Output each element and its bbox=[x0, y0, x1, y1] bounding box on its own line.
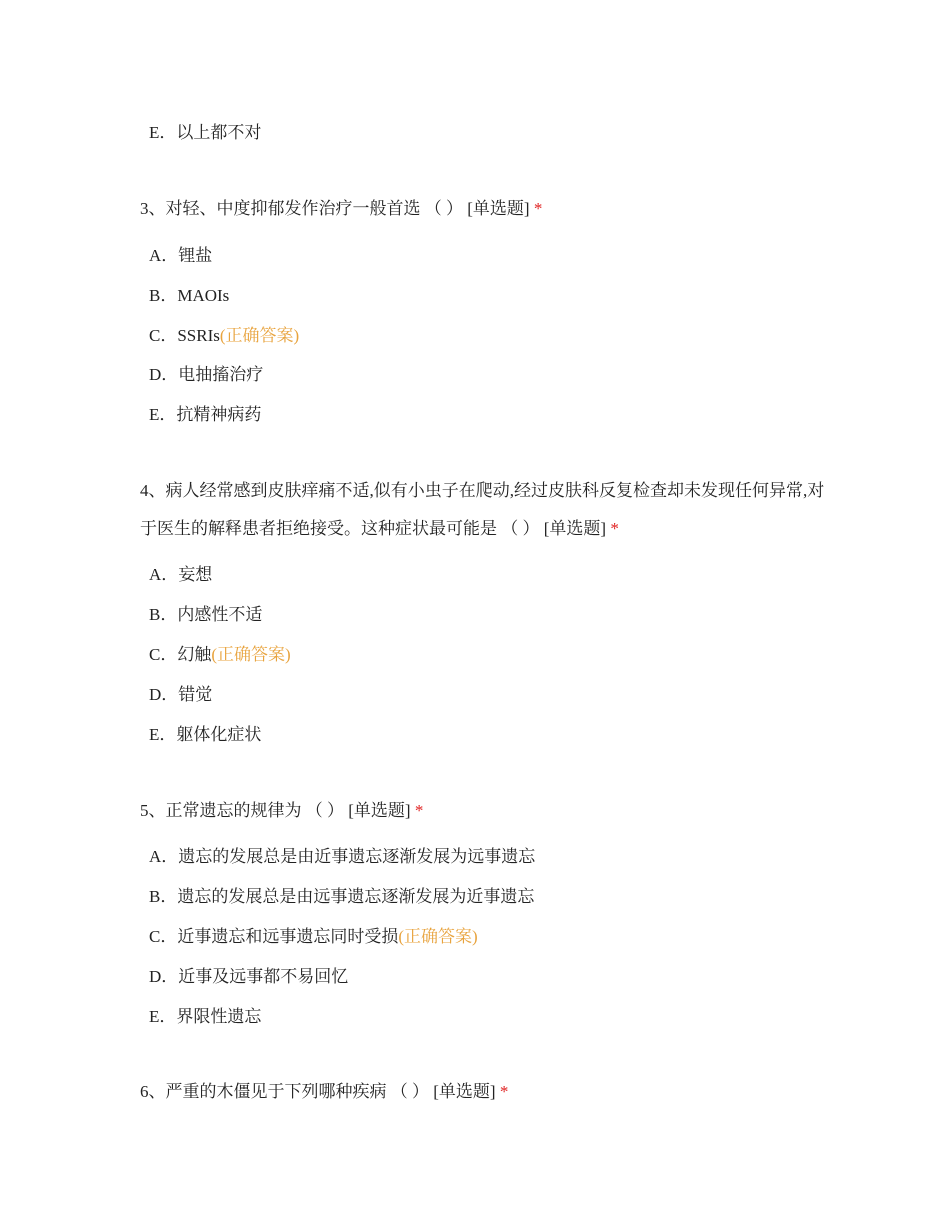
question-4-option-e bbox=[149, 724, 261, 746]
question-3-option-b bbox=[149, 285, 229, 307]
option-text: 界限性遗忘 bbox=[176, 1007, 262, 1026]
option-letter: D． bbox=[149, 967, 179, 986]
question-5-title bbox=[140, 792, 830, 830]
option-text: 以上都不对 bbox=[176, 123, 262, 142]
question-3-option-a bbox=[149, 245, 212, 267]
correct-answer-mark: (正确答案) bbox=[211, 645, 291, 664]
option-letter: A． bbox=[149, 565, 179, 584]
question-4-option-a bbox=[149, 564, 212, 586]
required-star: * bbox=[414, 801, 424, 820]
option-text: SSRIs bbox=[177, 326, 220, 345]
question-5-option-d bbox=[149, 966, 348, 988]
option-letter: A． bbox=[149, 847, 179, 866]
option-text: 妄想 bbox=[178, 565, 213, 584]
question-5-option-a bbox=[149, 846, 535, 868]
required-star: * bbox=[533, 199, 543, 218]
option-letter: E． bbox=[149, 405, 177, 424]
option-text: 躯体化症状 bbox=[176, 725, 262, 744]
option-text: 锂盐 bbox=[178, 246, 213, 265]
option-letter: D． bbox=[149, 365, 179, 384]
option-text: 电抽搐治疗 bbox=[178, 365, 264, 384]
question-4-option-d bbox=[149, 684, 212, 706]
required-star: * bbox=[610, 519, 619, 538]
question-4-option-b bbox=[149, 604, 262, 626]
required-star: * bbox=[499, 1082, 509, 1101]
option-text: 幻触 bbox=[177, 645, 212, 664]
option-text: 抗精神病药 bbox=[176, 405, 262, 424]
option-letter: D． bbox=[149, 685, 179, 704]
option-letter: A． bbox=[149, 246, 179, 265]
correct-answer-mark: (正确答案) bbox=[219, 326, 300, 345]
option-letter: E． bbox=[149, 1007, 177, 1026]
question-5-option-b bbox=[149, 886, 534, 908]
option-letter: C． bbox=[149, 927, 178, 946]
option-text: 内感性不适 bbox=[177, 605, 263, 624]
question-3-option-e bbox=[149, 404, 261, 426]
option-text: 遗忘的发展总是由近事遗忘逐渐发展为远事遗忘 bbox=[178, 847, 536, 866]
question-3-option-d bbox=[149, 364, 263, 386]
question-6-title bbox=[140, 1073, 830, 1111]
option-letter: C． bbox=[149, 645, 178, 664]
question-text: 5、正常遗忘的规律为 （ ） [单选题] bbox=[140, 801, 411, 820]
question-5-option-e bbox=[149, 1006, 261, 1028]
option-letter: B． bbox=[149, 286, 178, 305]
option-e bbox=[149, 122, 261, 144]
correct-answer-mark: (正确答案) bbox=[398, 927, 478, 946]
option-text: 近事遗忘和远事遗忘同时受损 bbox=[177, 927, 399, 946]
question-text: 6、严重的木僵见于下列哪种疾病 （ ） [单选题] bbox=[140, 1082, 496, 1101]
question-3-title bbox=[140, 190, 830, 228]
option-text: MAOIs bbox=[177, 286, 230, 305]
question-text: 3、对轻、中度抑郁发作治疗一般首选 （ ） [单选题] bbox=[140, 199, 530, 218]
question-3-option-c bbox=[149, 325, 299, 347]
option-letter: B． bbox=[149, 605, 178, 624]
option-letter: B． bbox=[149, 887, 178, 906]
question-5-option-c bbox=[149, 926, 478, 948]
option-letter: E． bbox=[149, 725, 177, 744]
question-4-title bbox=[140, 472, 830, 548]
option-letter: E． bbox=[149, 123, 177, 142]
option-text: 近事及远事都不易回忆 bbox=[178, 967, 349, 986]
question-text: 4、病人经常感到皮肤痒痛不适,似有小虫子在爬动,经过皮肤科反复检查却未发现任何异常,对于医生的解释患者拒绝接受。这种症状最可能是 （ ） [单选题] bbox=[140, 481, 825, 538]
option-text: 遗忘的发展总是由远事遗忘逐渐发展为近事遗忘 bbox=[177, 887, 535, 906]
question-4-option-c bbox=[149, 644, 291, 666]
option-letter: C． bbox=[149, 326, 178, 345]
option-text: 错觉 bbox=[178, 685, 213, 704]
